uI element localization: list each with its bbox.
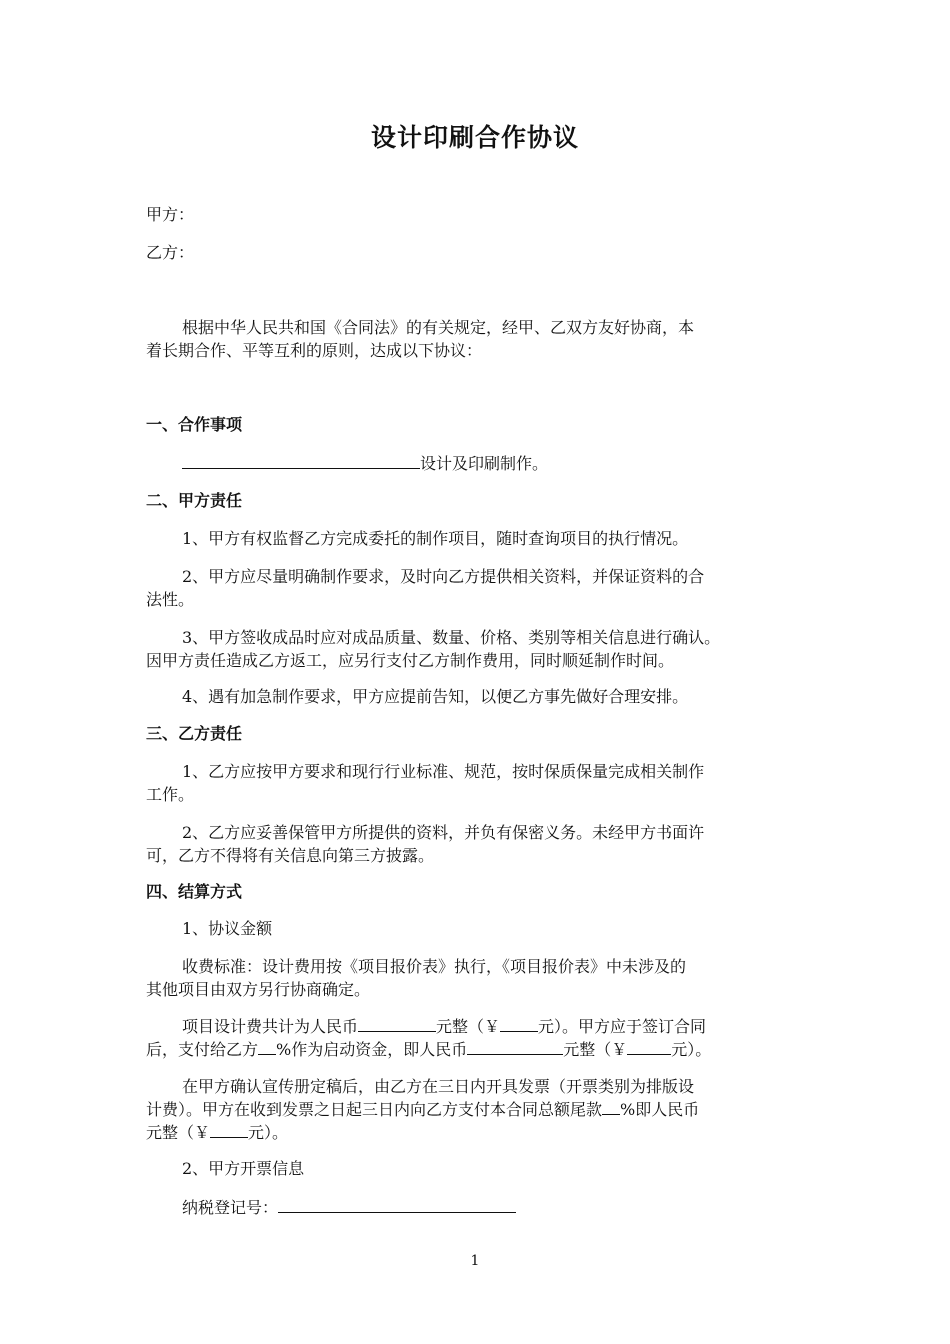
document-title: 设计印刷合作协议 — [370, 123, 579, 152]
fee-standard-line-2: 其他项目由双方另行协商确定。 — [146, 980, 371, 999]
party-a-label: 甲方： — [146, 205, 195, 224]
yuan-label: 元整（￥ — [436, 1017, 501, 1036]
startup-amount-blank — [467, 1039, 563, 1055]
intro-line-2: 着长期合作、平等互利的原则，达成以下协议： — [146, 341, 483, 360]
sign-contract-text: 元）。甲方应于签订合同 — [538, 1017, 707, 1036]
startup-number-blank — [627, 1039, 671, 1055]
startup-fund-text: %作为启动资金，即人民币 — [276, 1040, 468, 1059]
invoice-line-3 — [146, 1122, 288, 1144]
balance-number-blank — [210, 1122, 248, 1138]
yuan-label-2: 元整（￥ — [563, 1040, 628, 1059]
section-4-heading: 四、结算方式 — [146, 882, 243, 901]
party-b-label: 乙方： — [146, 243, 195, 262]
section-1-heading: 一、合作事项 — [146, 415, 243, 434]
design-fee-line-1 — [182, 1016, 706, 1038]
tax-id-blank — [278, 1197, 516, 1213]
balance-percent-blank — [602, 1099, 620, 1115]
section-2-item-4: 4、遇有加急制作要求，甲方应提前告知，以便乙方事先做好合理安排。 — [182, 687, 689, 706]
yuan-label-3: 元整（￥ — [146, 1123, 211, 1142]
section-3-heading: 三、乙方责任 — [146, 724, 243, 743]
section-2-item-3-line-2: 因甲方责任造成乙方返工，应另行支付乙方制作费用，同时顺延制作时间。 — [146, 651, 675, 670]
design-fee-line-2 — [146, 1039, 711, 1061]
yuan-close-text: 元）。 — [671, 1040, 712, 1059]
section-2-item-3-line-1: 3、甲方签收成品时应对成品质量、数量、价格、类别等相关信息进行确认。 — [182, 628, 721, 647]
design-fee-label: 项目设计费共计为人民币 — [182, 1017, 359, 1036]
percent-blank — [258, 1039, 276, 1055]
section-4-sub-1: 1、协议金额 — [182, 919, 273, 938]
design-fee-amount-blank — [358, 1016, 436, 1032]
section-4-sub-2: 2、甲方开票信息 — [182, 1159, 305, 1178]
section-2-item-1: 1、甲方有权监督乙方完成委托的制作项目，随时查询项目的执行情况。 — [182, 529, 689, 548]
section-3-item-2-line-2: 可，乙方不得将有关信息向第三方披露。 — [146, 846, 435, 865]
section-1-suffix: 设计及印刷制作。 — [420, 454, 549, 473]
section-3-item-1-line-1: 1、乙方应按甲方要求和现行行业标准、规范，按时保质保量完成相关制作 — [182, 762, 705, 781]
yuan-close-text-2: 元）。 — [248, 1123, 289, 1142]
fee-standard-line-1: 收费标准：设计费用按《项目报价表》执行，《项目报价表》中未涉及的 — [182, 957, 687, 976]
invoice-line-1: 在甲方确认宣传册定稿后，由乙方在三日内开具发票（开票类别为排版设 — [182, 1077, 695, 1096]
section-2-item-2-line-2: 法性。 — [146, 590, 195, 609]
tax-id-label: 纳税登记号： — [182, 1198, 279, 1217]
invoice-line-2 — [146, 1099, 699, 1121]
section-1-text — [182, 453, 548, 475]
pay-party-b-text: 后，支付给乙方 — [146, 1040, 259, 1059]
section-2-item-2-line-1: 2、甲方应尽量明确制作要求，及时向乙方提供相关资料，并保证资料的合 — [182, 567, 705, 586]
rmb-text: %即人民币 — [620, 1100, 700, 1119]
section-3-item-1-line-2: 工作。 — [146, 785, 195, 804]
balance-payment-text: 计费）。甲方在收到发票之日起三日内向乙方支付本合同总额尾款 — [146, 1100, 603, 1119]
tax-id-line — [182, 1197, 516, 1219]
section-3-item-2-line-1: 2、乙方应妥善保管甲方所提供的资料，并负有保密义务。未经甲方书面许 — [182, 823, 705, 842]
section-2-heading: 二、甲方责任 — [146, 491, 243, 510]
design-fee-number-blank — [500, 1016, 538, 1032]
project-name-blank — [182, 453, 420, 469]
intro-line-1: 根据中华人民共和国《合同法》的有关规定，经甲、乙双方友好协商，本 — [182, 318, 695, 337]
page-number: 1 — [470, 1253, 480, 1269]
